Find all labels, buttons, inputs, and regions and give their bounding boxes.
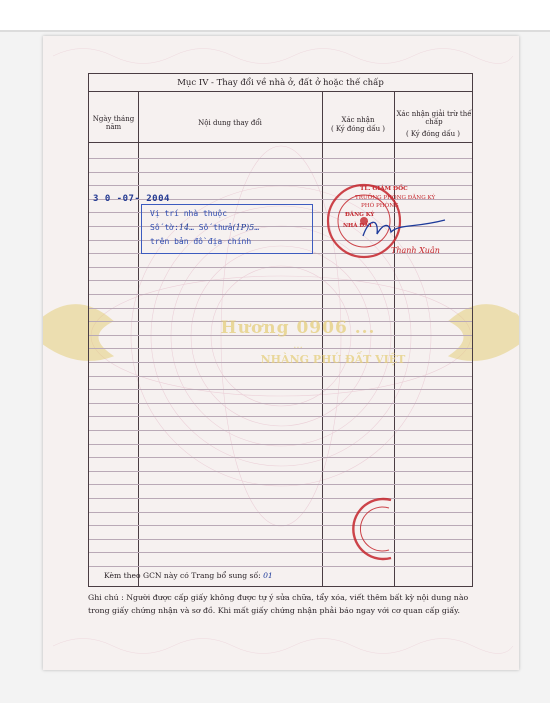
signature-role-2: PHÓ PHÒNG bbox=[361, 203, 399, 209]
stamp-line-1: Vị trí nhà thuộc bbox=[150, 209, 228, 218]
watermark-line-3: NHÀNG PHÚ ĐẤT VIỆT bbox=[260, 353, 406, 366]
entry-date: 3 0 -07- 2004 bbox=[93, 194, 170, 204]
signature-tl: TL. GIÁM ĐỐC bbox=[360, 186, 408, 192]
ruled-line bbox=[89, 566, 472, 567]
section-title: Mục IV - Thay đổi về nhà ở, đất ở hoặc thế chấp bbox=[177, 78, 384, 88]
location-stamp bbox=[141, 204, 313, 254]
ruled-line bbox=[89, 308, 472, 309]
header-divider bbox=[89, 142, 472, 143]
ruled-line bbox=[89, 416, 472, 417]
header-date: Ngày tháng năm bbox=[92, 115, 135, 131]
signature-role-1: TRƯỞNG PHÒNG ĐĂNG KÝ bbox=[355, 195, 436, 201]
footnote: Ghi chú : Người được cấp giấy không được tự ý sửa chữa, tẩy xóa, viết thêm bất kỳ nội dung nào trong giấy chứng nhận và sơ đồ. Khi mất giấy chứng nhận phải báo ngay với cơ quan cấp giấy. bbox=[88, 593, 469, 615]
ruled-line bbox=[89, 498, 472, 499]
watermark-line-2: ... bbox=[293, 340, 303, 351]
ruled-line bbox=[89, 525, 472, 526]
header-release-sub: ( Ký đóng dấu ) bbox=[405, 130, 461, 138]
ruled-line bbox=[89, 280, 472, 281]
stamp-line-2: Số tờ:14… Số thửa(1P)5… bbox=[150, 223, 260, 232]
header-confirm-sub: ( Ký đóng dấu ) bbox=[330, 125, 386, 133]
ruled-line bbox=[89, 552, 472, 553]
ruled-line bbox=[89, 185, 472, 186]
ruled-line bbox=[89, 444, 472, 445]
ruled-line bbox=[89, 539, 472, 540]
stamp-sheet-label: Số tờ: bbox=[150, 223, 179, 232]
certificate-page bbox=[43, 36, 519, 670]
stamp-plot-label: Số thửa bbox=[198, 223, 233, 232]
signature-scribble bbox=[359, 214, 449, 244]
page-seal-bottom bbox=[351, 494, 411, 564]
supplement-label: Kèm theo GCN này có Trang bổ sung số: bbox=[104, 571, 261, 580]
supplement-line bbox=[104, 571, 273, 580]
title-divider bbox=[89, 91, 472, 92]
signature-name: Thanh Xuân bbox=[391, 246, 440, 255]
header-content: Nội dung thay đổi bbox=[198, 119, 262, 127]
header-confirm: Xác nhận bbox=[341, 116, 375, 124]
header-release: Xác nhận giải trừ thế chấp bbox=[396, 110, 472, 126]
seal-text-1: NHÀ ĐẤT bbox=[343, 223, 373, 229]
seal-text-2: ĐĂNG KÝ bbox=[345, 212, 375, 218]
ruled-line bbox=[89, 267, 472, 268]
ruled-line bbox=[89, 471, 472, 472]
stamp-sheet-number: 14 bbox=[178, 223, 190, 232]
ruled-line bbox=[89, 512, 472, 513]
ruled-line bbox=[89, 376, 472, 377]
ruled-line bbox=[89, 457, 472, 458]
toolbar-divider bbox=[0, 30, 550, 32]
top-toolbar bbox=[0, 0, 550, 30]
watermark-line-1: Hương 0906 ... bbox=[220, 318, 376, 338]
stamp-line-3: trên bản đồ địa chính bbox=[150, 237, 252, 246]
watermark-text bbox=[148, 318, 448, 366]
ruled-line bbox=[89, 389, 472, 390]
ruled-line bbox=[89, 403, 472, 404]
ruled-line bbox=[89, 484, 472, 485]
supplement-number: 01 bbox=[263, 571, 273, 580]
stamp-plot-number: (1P)5 bbox=[232, 223, 255, 232]
ruled-line bbox=[89, 158, 472, 159]
ruled-line bbox=[89, 294, 472, 295]
ruled-line bbox=[89, 430, 472, 431]
ruled-line bbox=[89, 172, 472, 173]
